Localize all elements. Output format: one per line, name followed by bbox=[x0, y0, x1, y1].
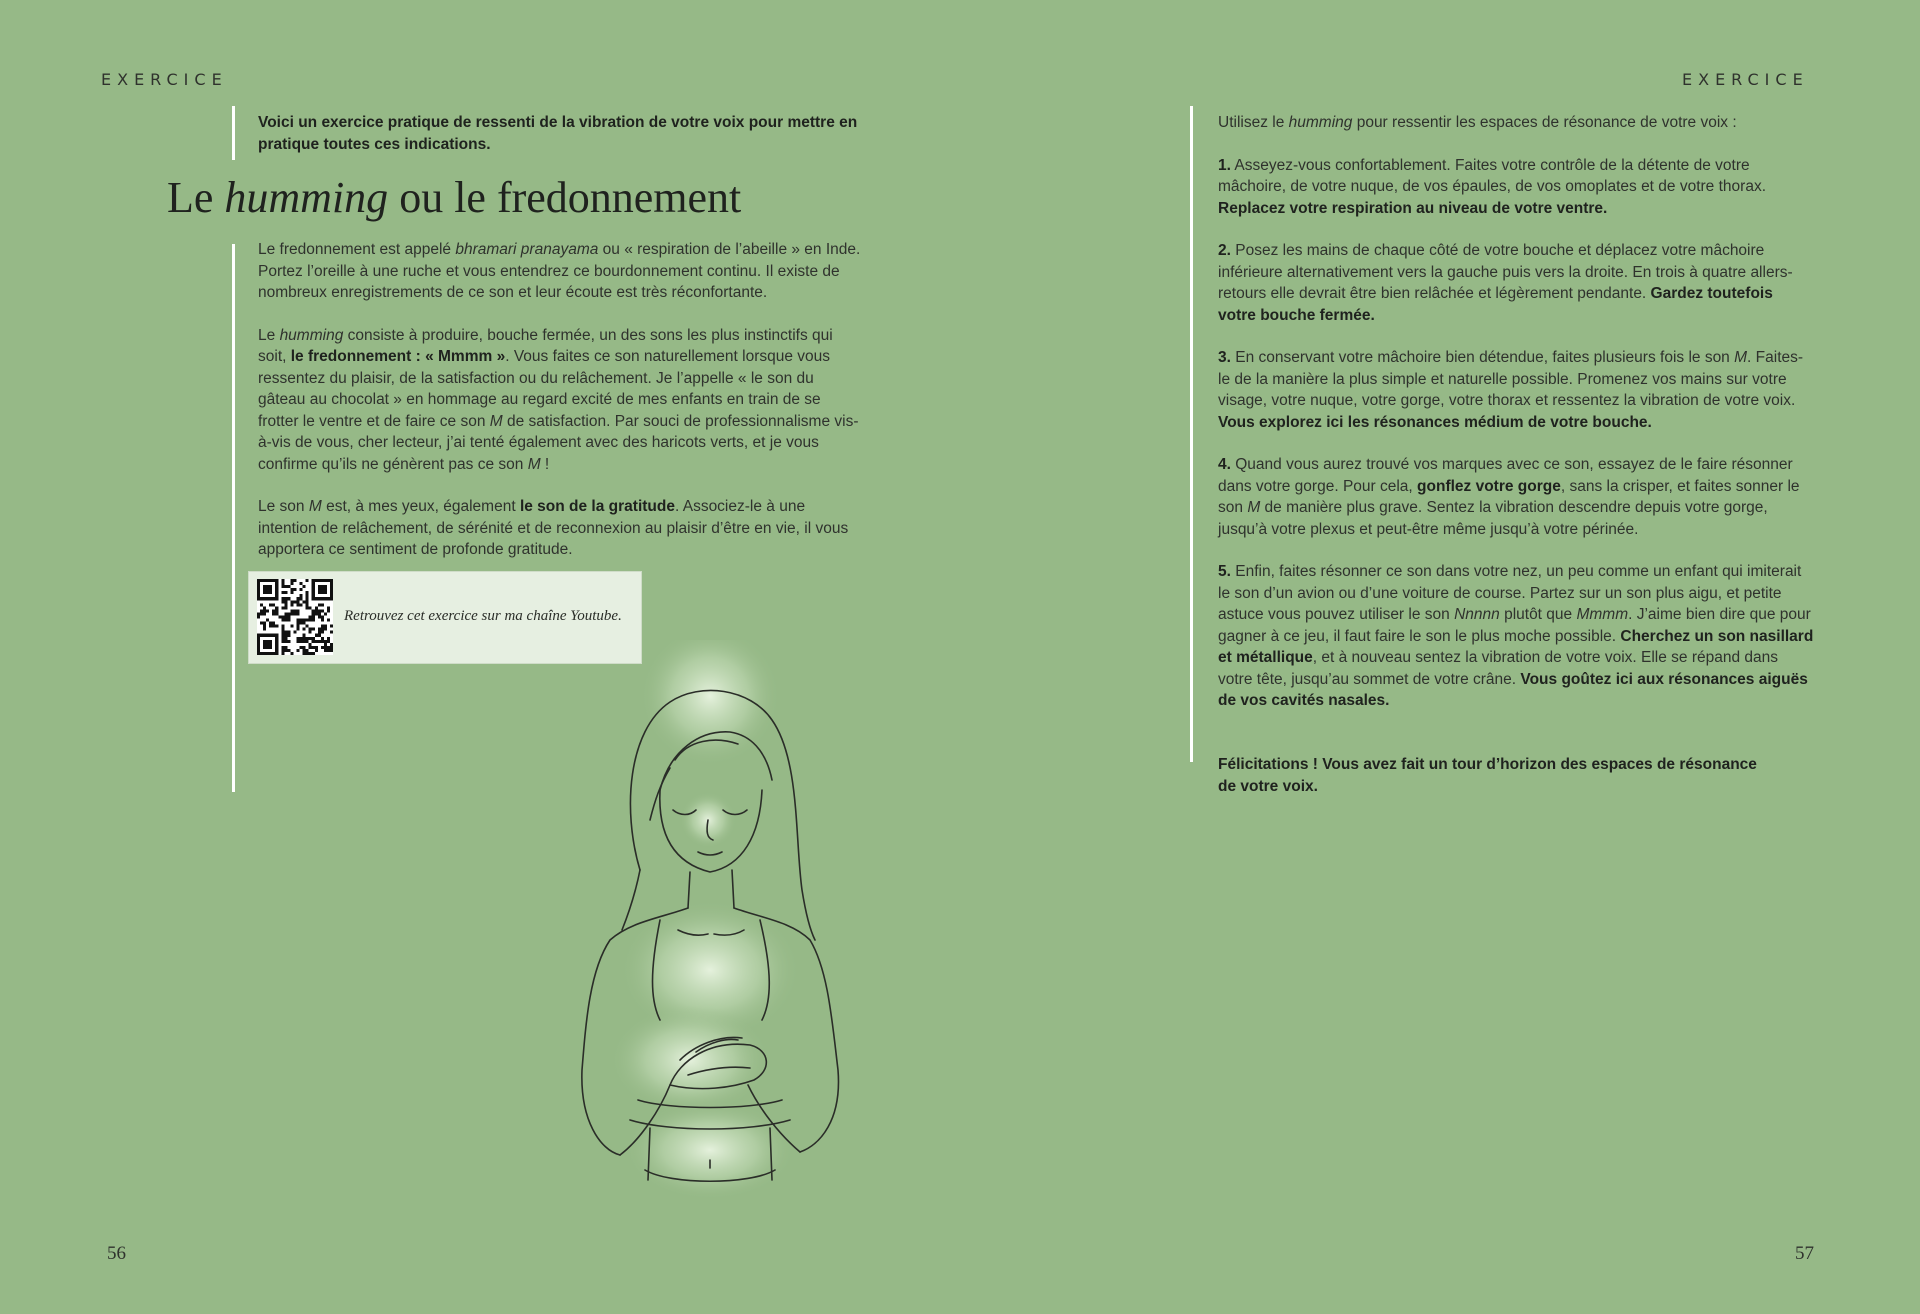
right-paragraph bbox=[1218, 347, 1814, 433]
right-text-run: Gardez toutefois votre bouche fermée. bbox=[1218, 285, 1773, 324]
right-text-run: plutôt que bbox=[1499, 606, 1577, 623]
left-text-run: . Associez-le à une intention de relâchement, de sérénité et de reconnexion au plaisir d’être en vie, il vous apportera ce sentiment de profonde gratitude. bbox=[258, 498, 849, 558]
left-text-run: Le bbox=[258, 326, 280, 344]
glow-belly bbox=[625, 1100, 795, 1200]
left-text-run: Le son bbox=[258, 498, 309, 515]
left-text-run: M bbox=[489, 412, 503, 430]
right-text-run: Nnnnn bbox=[1454, 606, 1500, 623]
left-paragraph bbox=[258, 239, 864, 304]
woman-humming-illustration bbox=[510, 640, 910, 1200]
right-text-run: 3. bbox=[1218, 349, 1231, 366]
left-text-run: ! bbox=[540, 455, 550, 473]
title-suffix: ou le fredonnement bbox=[388, 173, 742, 222]
right-page-number: 57 bbox=[1795, 1243, 1814, 1264]
left-intro-text: Voici un exercice pratique de ressenti de la vibration de votre voix pour mettre en pratique toutes ces indications. bbox=[258, 114, 858, 153]
right-body-rule bbox=[1190, 106, 1193, 762]
title-italic: humming bbox=[224, 173, 389, 222]
right-text-run: de manière plus grave. Sentez la vibration descendre depuis votre gorge, jusqu’à votre plexus et peut-être même jusqu’à votre périnée. bbox=[1218, 499, 1768, 538]
right-text-run: Quand vous aurez trouvé vos marques avec ce son, essayez de le faire résonner dans votre gorge. Pour cela, bbox=[1218, 456, 1793, 495]
left-text-run: Le fredonnement est appelé bbox=[258, 241, 456, 258]
left-paragraph bbox=[258, 325, 864, 476]
right-section-label: EXERCICE bbox=[1682, 70, 1809, 89]
left-body-text bbox=[258, 239, 864, 582]
left-text-run: est, à mes yeux, également bbox=[321, 498, 520, 515]
right-text-run: . Faites-le de la manière la plus simple et naturelle possible. Promenez vos mains sur votre visage, votre nuque, votre gorge, votre thorax et ressentez la vibration de votre voix. bbox=[1218, 349, 1804, 409]
right-text-run: . J’aime bien dire que pour gagner à ce jeu, il faut faire le son le plus moche possible. bbox=[1218, 606, 1811, 645]
left-section-label: EXERCICE bbox=[101, 70, 228, 89]
right-text-run: Utilisez le bbox=[1218, 114, 1289, 131]
right-conclusion: Félicitations ! Vous avez fait un tour d’horizon des espaces de résonance de votre voix. bbox=[1218, 756, 1757, 795]
right-text-run: M bbox=[1247, 499, 1261, 516]
right-paragraph bbox=[1218, 561, 1814, 712]
right-text-run: , sans la crisper, et faites sonner le son bbox=[1218, 477, 1800, 516]
right-text-run: Cherchez un son nasillard et métallique bbox=[1218, 627, 1814, 666]
left-text-run: M bbox=[527, 455, 541, 473]
page-title bbox=[167, 172, 741, 223]
left-paragraph bbox=[258, 496, 864, 561]
left-text-run: ou « respiration de l’abeille » en Inde. Portez l’oreille à une ruche et vous entendrez ce bourdonnement continu. Il existe de nombreux enregistrements de ce son et leur écoute est très réconfortante. bbox=[258, 241, 861, 301]
right-paragraph bbox=[1218, 454, 1814, 540]
qr-code-icon[interactable] bbox=[257, 579, 333, 655]
left-text-run: humming bbox=[279, 326, 344, 344]
left-text-run: M bbox=[308, 498, 322, 515]
right-text-run: 1. bbox=[1218, 156, 1231, 174]
title-prefix: Le bbox=[167, 173, 225, 222]
left-text-run: bhramari pranayama bbox=[455, 241, 599, 258]
right-text-run: Asseyez-vous confortablement. Faites votre contrôle de la détente de votre mâchoire, de votre nuque, de vos épaules, de vos omoplates et de votre thorax. bbox=[1218, 156, 1766, 195]
left-text-run: de satisfaction. Par souci de professionnalisme vis-à-vis de vous, cher lecteur, j’ai tenté également avec des haricots verts, et je vous confirme qu’ils ne génèrent pas ce son bbox=[258, 412, 859, 473]
right-paragraph bbox=[1218, 112, 1814, 134]
right-body-text bbox=[1218, 112, 1814, 733]
right-paragraph bbox=[1218, 240, 1814, 326]
right-text-run: 2. bbox=[1218, 242, 1231, 259]
left-text-run: le fredonnement : « Mmmm » bbox=[290, 348, 506, 365]
left-text-run: le son de la gratitude bbox=[519, 498, 675, 515]
right-text-run: gonflez votre gorge bbox=[1417, 477, 1561, 495]
right-text-run: Mmmm bbox=[1576, 606, 1629, 623]
left-text-run: . Vous faites ce son naturellement lorsque vous ressentez du plaisir, de la satisfaction ou du relâchement. Je l’appelle « le son du gâteau au chocolat » en hommage au regard excité de mes enfants en train de se frotter le ventre et de faire ce son bbox=[258, 348, 831, 430]
right-text-run: , et à nouveau sentez la vibration de votre voix. Elle se répand dans votre tête, jusqu’au sommet de votre crâne. bbox=[1218, 649, 1779, 688]
right-text-run: M bbox=[1734, 349, 1748, 366]
right-text-run: humming bbox=[1288, 114, 1353, 131]
right-text-run: Posez les mains de chaque côté de votre bouche et déplacez votre mâchoire inférieure alternativement vers la gauche puis vers la droite. En trois à quatre allers-retours elle devrait être bien relâchée et légèrement pendante. bbox=[1218, 242, 1793, 302]
right-text-run: pour ressentir les espaces de résonance de votre voix : bbox=[1352, 114, 1737, 131]
right-text-run: Vous explorez ici les résonances médium de votre bouche. bbox=[1218, 413, 1652, 431]
right-paragraph bbox=[1218, 155, 1814, 220]
glow-head bbox=[640, 640, 780, 766]
left-text-run: consiste à produire, bouche fermée, un des sons les plus instinctifs qui soit, bbox=[258, 326, 833, 365]
right-text-run: Enfin, faites résonner ce son dans votre nez, un peu comme un enfant qui imiterait le son d’un avion ou d’une voiture de course. Partez sur un son plus aigu, et petite astuce vous pouvez utiliser le son bbox=[1218, 563, 1802, 623]
right-text-run: Vous goûtez ici aux résonances aiguës de vos cavités nasales. bbox=[1218, 670, 1808, 709]
right-text-run: En conservant votre mâchoire bien détendue, faites plusieurs fois le son bbox=[1230, 349, 1735, 366]
right-text-run: Replacez votre respiration au niveau de votre ventre. bbox=[1218, 199, 1608, 217]
left-page-number: 56 bbox=[107, 1243, 126, 1264]
right-text-run: 5. bbox=[1218, 563, 1231, 580]
right-text-run: 4. bbox=[1218, 456, 1231, 473]
left-body-rule bbox=[232, 244, 235, 792]
left-intro-rule bbox=[232, 106, 235, 160]
qr-caption: Retrouvez cet exercice sur ma chaîne Youtube. bbox=[344, 608, 622, 624]
